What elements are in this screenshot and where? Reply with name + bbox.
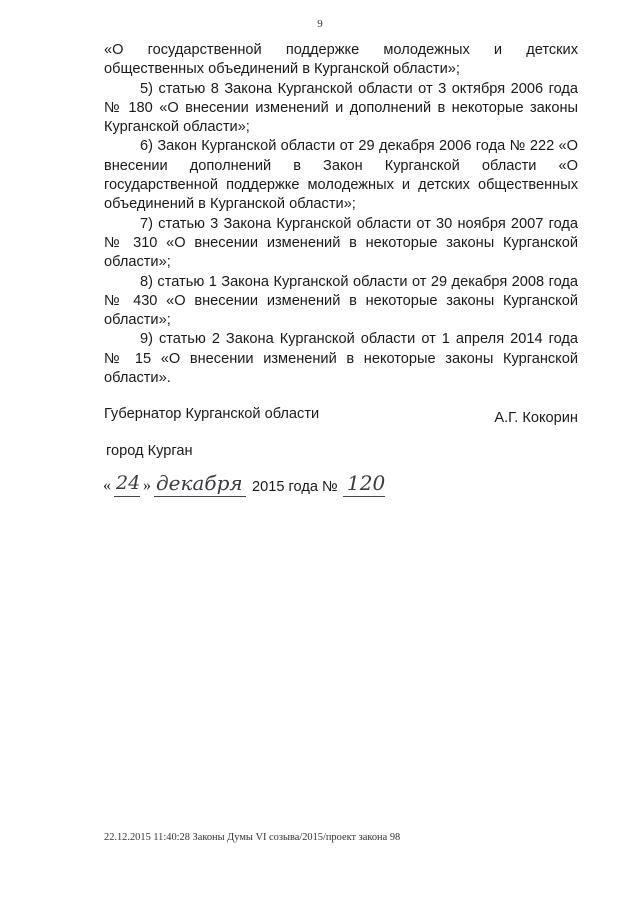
signing-date-line: [103, 469, 403, 509]
handwritten-law-number: 120: [347, 471, 386, 495]
paragraph-item-6: 6) Закон Курганской области от 29 декабря 2006 года № 222 «О внесении дополнений в Закон Курганской области «О государственной поддержке молодежных и детских общественных объединений в Курганской области»;: [104, 138, 578, 213]
document-footer: 22.12.2015 11:40:28 Законы Думы VI созыва/2015/проект закона 98: [104, 832, 401, 843]
handwritten-month: декабря: [156, 471, 243, 495]
month-underline: [154, 496, 246, 497]
number-underline: [343, 496, 385, 497]
paragraph-item-8: 8) статью 1 Закона Курганской области от 29 декабря 2008 года № 430 «О внесении изменений в некоторые законы Курганской области»;: [104, 273, 578, 329]
day-underline: [114, 496, 140, 497]
governor-title: Губернатор Курганской области: [104, 406, 320, 422]
city-name: город Курган: [106, 443, 193, 459]
paragraph-item-5: 5) статью 8 Закона Курганской области от 3 октября 2006 года № 180 «О внесении изменений и дополнений в некоторые законы Курганской области»;: [104, 80, 578, 136]
paragraph-item-9: 9) статью 2 Закона Курганской области от 1 апреля 2014 года № 15 «О внесении изменений в некоторые законы Курганской области».: [104, 331, 578, 387]
year-and-number-label: 2015 года №: [252, 479, 338, 495]
date-open-quote: «: [103, 477, 111, 494]
paragraph-continuation: «О государственной поддержке молодежных и детских общественных объединений в Курганской области»;: [104, 42, 578, 78]
paragraph-item-7: 7) статью 3 Закона Курганской области от 30 ноября 2007 года № 310 «О внесении изменений в некоторые законы Курганской области»;: [104, 215, 578, 271]
law-text-body: [104, 41, 578, 388]
handwritten-day: 24: [116, 472, 141, 494]
page-number: 9: [317, 18, 323, 30]
date-close-quote: »: [143, 477, 151, 494]
governor-name: А.Г. Кокорин: [494, 410, 578, 426]
